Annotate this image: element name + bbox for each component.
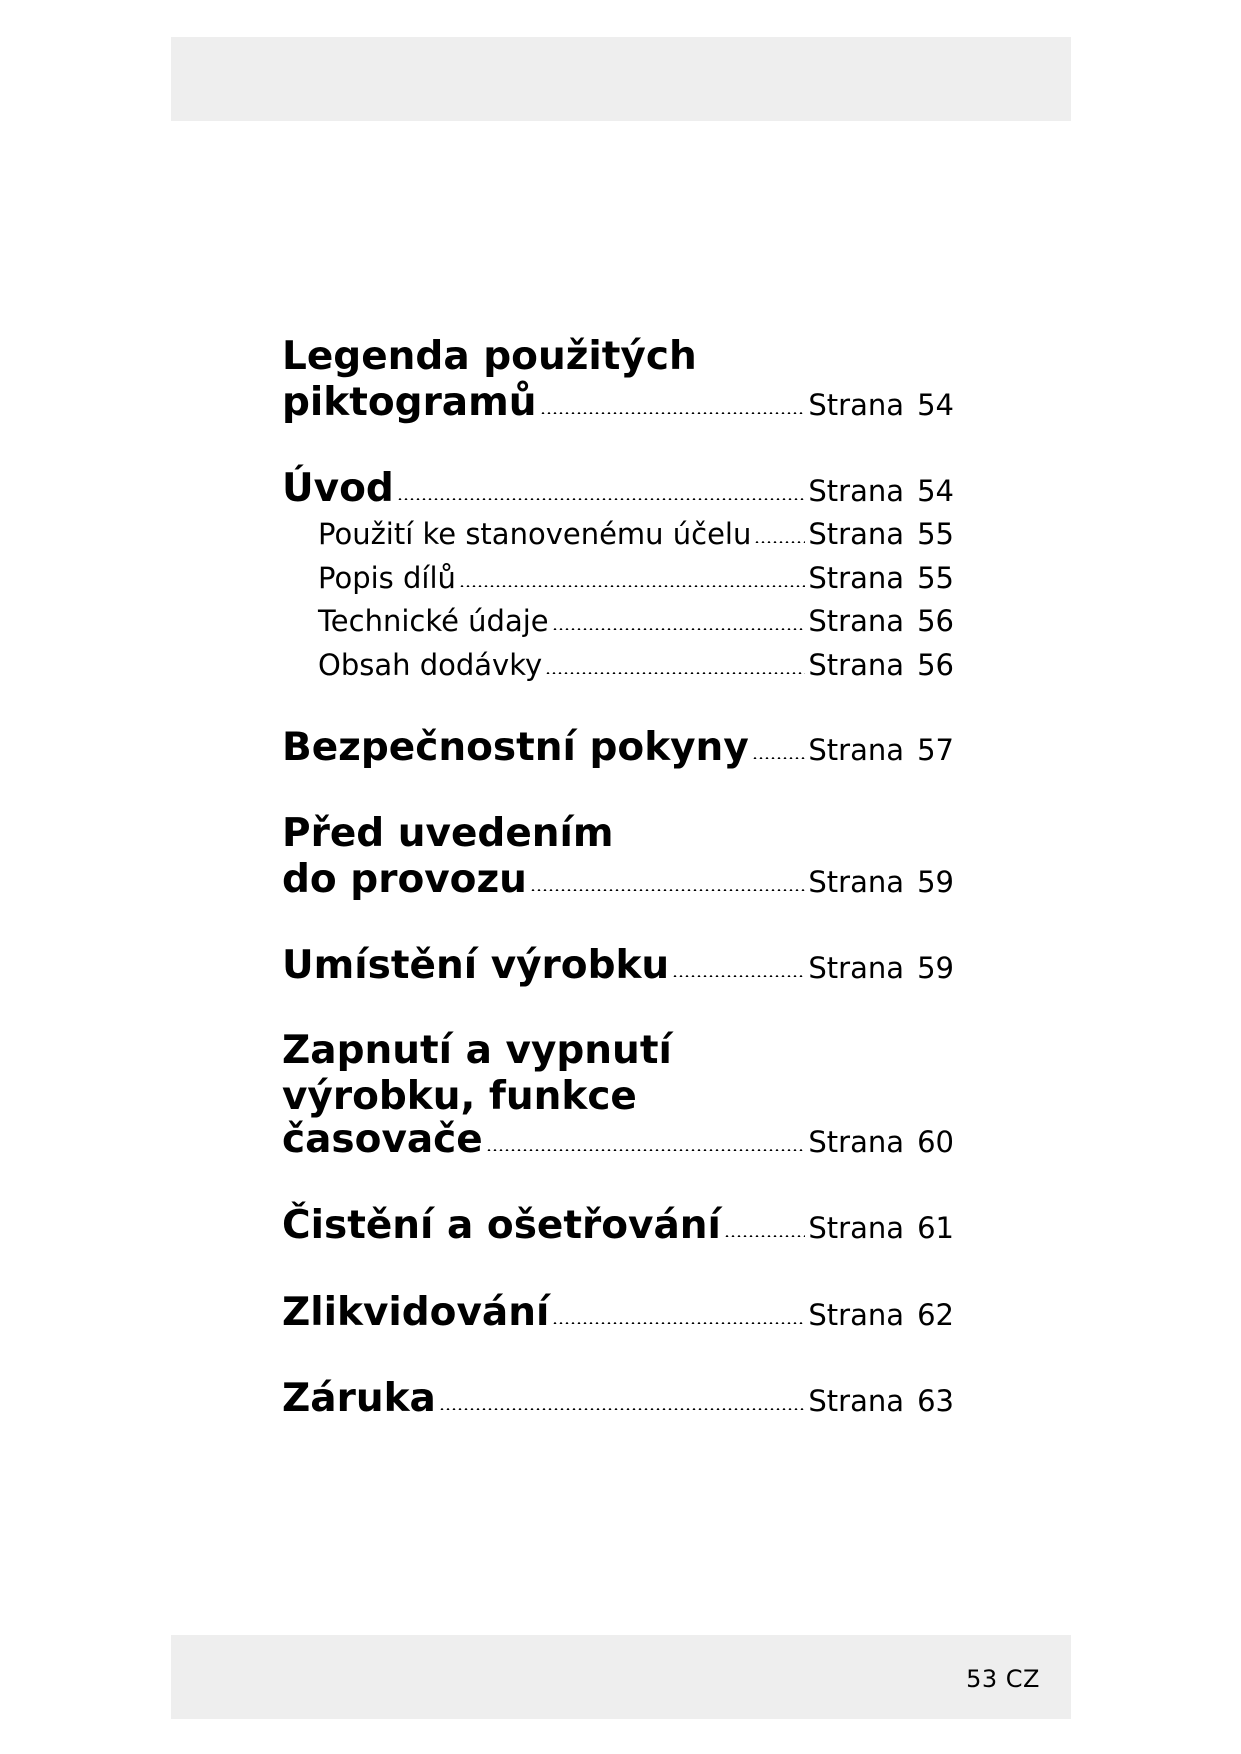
toc-entry-pred-uvedenim[interactable] <box>282 857 954 902</box>
page-word: Strana <box>808 474 904 508</box>
dot-leader <box>486 1149 806 1151</box>
dot-leader <box>459 585 805 587</box>
toc-entry-zapnuti[interactable] <box>282 1117 954 1162</box>
toc-entry-title: časovače <box>282 1117 483 1162</box>
page-word: Strana <box>808 1384 904 1418</box>
toc-entry-legenda[interactable] <box>282 380 954 425</box>
page-word: Strana <box>808 951 904 985</box>
toc-subentry-title: Použití ke stanovenému účelu <box>318 517 752 551</box>
page-number: 57 <box>917 733 954 767</box>
toc-entry-bezpecnostni[interactable] <box>282 725 954 770</box>
page-number: 55 <box>917 561 954 595</box>
page-reference <box>808 733 954 767</box>
page-reference <box>808 388 954 422</box>
toc-subentry-pouziti[interactable] <box>318 517 954 551</box>
toc-subentry-title: Technické údaje <box>318 604 549 638</box>
page-reference <box>808 1384 954 1418</box>
page-number: 54 <box>917 388 954 422</box>
page-number: 54 <box>917 474 954 508</box>
page-word: Strana <box>808 1211 904 1245</box>
page-word: Strana <box>808 388 904 422</box>
page-number: 62 <box>917 1298 954 1332</box>
dot-leader <box>439 1408 806 1410</box>
page-number: 56 <box>917 604 954 638</box>
toc-entry-title: Bezpečnostní pokyny <box>282 725 749 770</box>
toc-entry-title: do provozu <box>282 857 527 902</box>
page-reference <box>808 865 954 899</box>
page-word: Strana <box>808 561 904 595</box>
page-word: Strana <box>808 1125 904 1159</box>
toc-subentry-title: Popis dílů <box>318 561 456 595</box>
toc-heading-line: Legenda použitých <box>282 334 697 379</box>
toc-entry-title: Záruka <box>282 1376 436 1421</box>
dot-leader <box>552 628 806 630</box>
dot-leader <box>545 672 805 674</box>
page-number: 56 <box>917 648 954 682</box>
toc-subentry-technicke[interactable] <box>318 604 954 638</box>
toc-entry-zlikvidovani[interactable] <box>282 1290 954 1335</box>
toc-entry-cisteni[interactable] <box>282 1203 954 1248</box>
toc-heading-line: Zapnutí a vypnutí <box>282 1028 672 1073</box>
page-number: 63 <box>917 1384 954 1418</box>
toc-entry-title: Úvod <box>282 466 394 511</box>
page-word: Strana <box>808 648 904 682</box>
dot-leader <box>397 498 806 500</box>
page-number: 59 <box>917 865 954 899</box>
page-word: Strana <box>808 604 904 638</box>
page-word: Strana <box>808 865 904 899</box>
table-of-contents <box>282 0 954 1754</box>
page-reference <box>808 951 954 985</box>
toc-entry-uvod[interactable] <box>282 466 954 511</box>
page-number: 61 <box>917 1211 954 1245</box>
toc-entry-title: piktogramů <box>282 380 537 425</box>
page-number: 55 <box>917 517 954 551</box>
dot-leader <box>724 1235 805 1237</box>
page-reference <box>808 1298 954 1332</box>
page-word: Strana <box>808 733 904 767</box>
toc-entry-zaruka[interactable] <box>282 1376 954 1421</box>
toc-entry-title: Umístění výrobku <box>282 943 670 988</box>
page-word: Strana <box>808 517 904 551</box>
page-reference <box>808 1125 954 1159</box>
dot-leader <box>672 975 805 977</box>
toc-heading-line: Před uvedením <box>282 811 614 856</box>
page-number: 59 <box>917 951 954 985</box>
footer-band <box>171 1635 1071 1719</box>
toc-subentry-popis[interactable] <box>318 561 954 595</box>
page-reference <box>808 517 954 551</box>
toc-subentry-title: Obsah dodávky <box>318 648 543 682</box>
dot-leader <box>540 412 806 414</box>
page-reference <box>808 604 954 638</box>
page-number: 60 <box>917 1125 954 1159</box>
toc-entry-umisteni[interactable] <box>282 943 954 988</box>
page-word: Strana <box>808 1298 904 1332</box>
page-reference <box>808 648 954 682</box>
page-reference <box>808 561 954 595</box>
toc-entry-title: Čistění a ošetřování <box>282 1203 721 1248</box>
toc-subentry-obsah[interactable] <box>318 648 954 682</box>
page-reference <box>808 1211 954 1245</box>
dot-leader <box>530 889 805 891</box>
dot-leader <box>752 757 806 759</box>
toc-heading-line: výrobku, funkce <box>282 1074 637 1119</box>
page-number-label: 53 CZ <box>966 1665 1040 1693</box>
toc-entry-title: Zlikvidování <box>282 1290 550 1335</box>
page-reference <box>808 474 954 508</box>
dot-leader <box>754 541 805 543</box>
dot-leader <box>552 1322 805 1324</box>
